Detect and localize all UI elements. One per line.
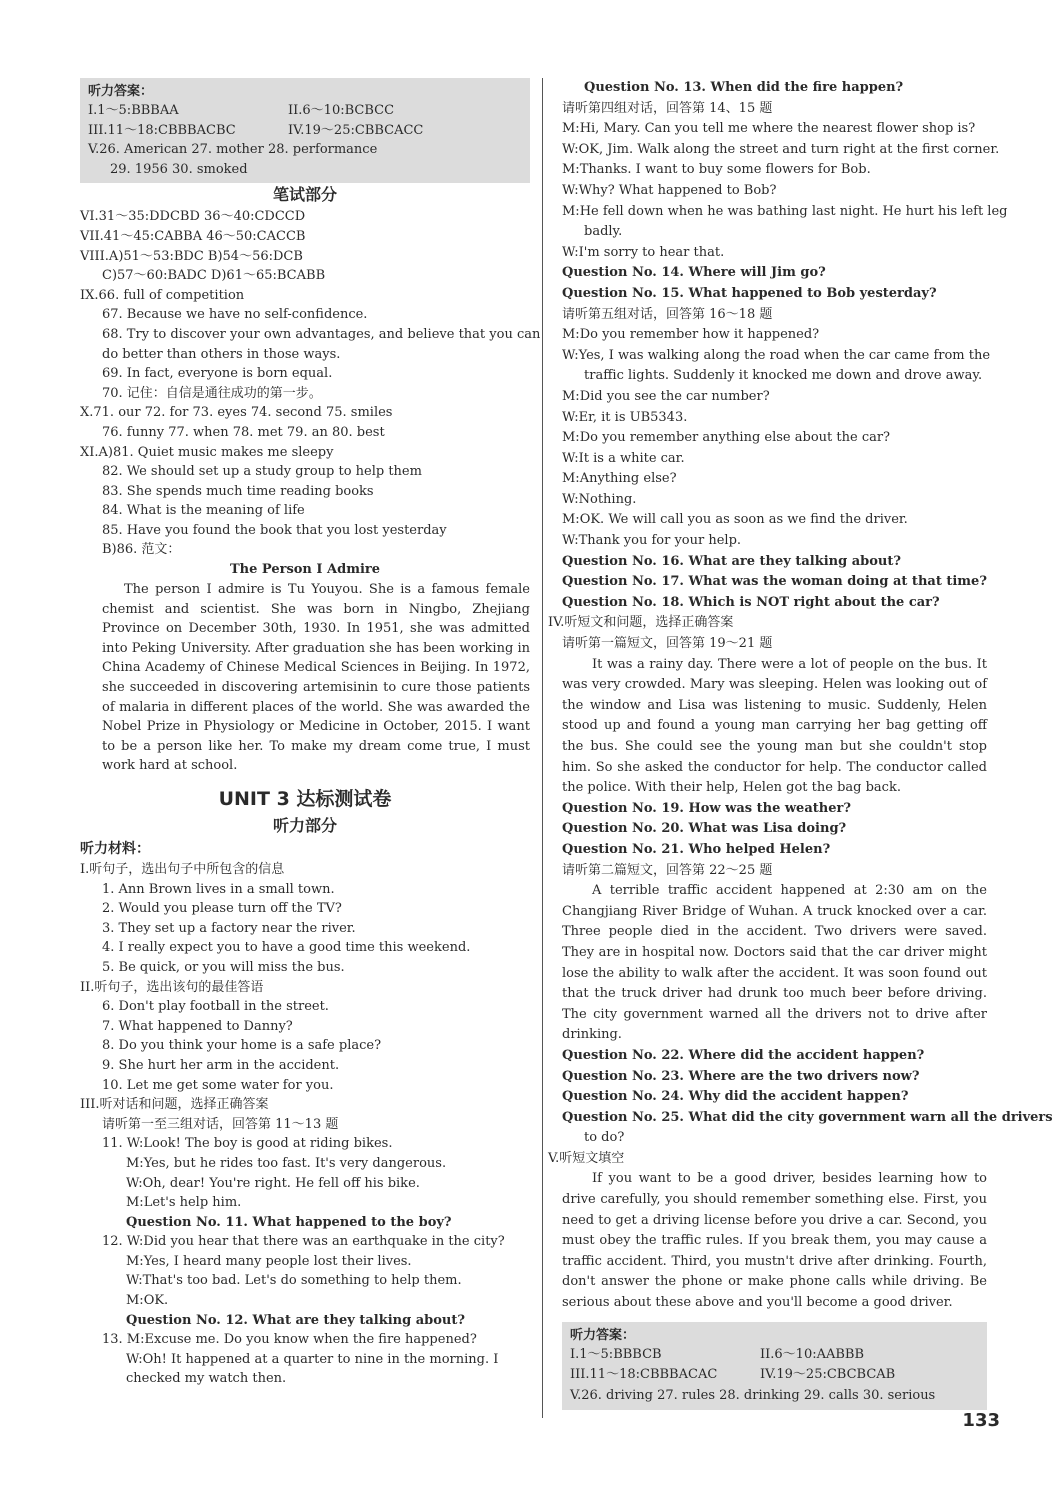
dialogue-line: 13. M:Excuse me. Do you know when the fire happened? bbox=[102, 1332, 477, 1348]
question-line: Question No. 21. Who helped Helen? bbox=[562, 841, 831, 857]
dialogue-line: M:Did you see the car number? bbox=[562, 388, 770, 404]
answer-key-row: V.26. American 27. mother 28. performance bbox=[88, 142, 378, 158]
sentence-item: 4. I really expect you to have a good time this weekend. bbox=[102, 940, 471, 956]
dialogue-line: W:Nothing. bbox=[562, 491, 637, 507]
question-line: Question No. 13. When did the fire happen? bbox=[584, 80, 904, 95]
question-line: Question No. 11. What happened to the boy? bbox=[126, 1214, 452, 1230]
passage-1: It was a rainy day. There were a lot of people on the bus. It was very crowded. Mary was sleeping. Helen was looking out of the window and Lisa was listening to music. Suddenly, Helen stood up and found a young man carrying her bag getting off the bus. She could see the young man but she couldn't stop him. So she asked the conductor for help. The conductor called the police. With their help, Helen got the bag back. bbox=[562, 656, 987, 796]
answer-line: VI.31～35:DDCBD 36～40:CDCCD bbox=[80, 209, 306, 225]
dialogue-block bbox=[548, 78, 1008, 655]
dialogue-line: W:It is a white car. bbox=[562, 450, 685, 466]
answer-key-item: II.6～10:BCBCC bbox=[288, 103, 395, 118]
dialogue-line: traffic lights. Suddenly it knocked me down and drove away. bbox=[584, 368, 983, 384]
answer-key-box-unit2 bbox=[80, 78, 530, 183]
question-line: Question No. 23. Where are the two drivers now? bbox=[562, 1068, 920, 1084]
question-line: Question No. 24. Why did the accident happen? bbox=[562, 1089, 909, 1105]
answer-line: 67. Because we have no self-confidence. bbox=[102, 307, 368, 323]
dialogue-line: W:Thank you for your help. bbox=[562, 533, 742, 549]
sentence-item: 6. Don't play football in the street. bbox=[102, 999, 329, 1015]
answer-line: 83. She spends much time reading books bbox=[102, 483, 374, 499]
sentence-item: 9. She hurt her arm in the accident. bbox=[102, 1057, 340, 1073]
question-line: Question No. 25. What did the city government warn all the drivers bbox=[562, 1109, 1053, 1125]
answer-line: 68. Try to discover your own advantages, and believe that you can bbox=[102, 326, 541, 342]
sub-instruction: 请听第二篇短文，回答第 22～25 题 bbox=[562, 862, 773, 878]
essay-title: The Person I Admire bbox=[229, 562, 381, 578]
sentence-item: 7. What happened to Danny? bbox=[102, 1018, 293, 1034]
answer-key-row bbox=[88, 121, 524, 141]
answer-key-item: III.11～18:CBBBACBC bbox=[88, 122, 236, 138]
listening-materials-heading: 听力材料： bbox=[80, 841, 150, 857]
dialogue-line: M:OK. bbox=[126, 1293, 169, 1309]
written-section-heading: 笔试部分 bbox=[272, 185, 337, 205]
dialogue-line: badly. bbox=[584, 224, 623, 240]
dialogue-line: M:He fell down when he was bathing last night. He hurt his left leg bbox=[562, 203, 1008, 219]
dialogue-line: M:Let's help him. bbox=[126, 1195, 242, 1211]
answer-line: 76. funny 77. when 78. met 79. an 80. best bbox=[102, 424, 385, 440]
sentence-item: 2. Would you please turn off the TV? bbox=[102, 901, 342, 917]
sub-instruction: 请听第四组对话，回答第 14、15 题 bbox=[562, 100, 773, 116]
answer-line: VIII.A)51～53:BDC B)54～56:DCB bbox=[80, 248, 303, 264]
answer-line: XI.A)81. Quiet music makes me sleepy bbox=[80, 444, 334, 460]
section-instruction: I.听句子，选出句子中所包含的信息 bbox=[80, 862, 285, 877]
answer-line: do better than others in those ways. bbox=[102, 346, 341, 362]
dialogue-line: M:Hi, Mary. Can you tell me where the nearest flower shop is? bbox=[562, 121, 976, 137]
left-column bbox=[80, 78, 541, 1389]
dialogue-line: M:Yes, I heard many people lost their lives. bbox=[126, 1253, 412, 1269]
question-line: Question No. 12. What are they talking about? bbox=[126, 1312, 465, 1328]
answer-key-item: II.6～10:AABBB bbox=[760, 1346, 865, 1362]
dialogue-line: W:That's too bad. Let's do something to help them. bbox=[126, 1273, 462, 1289]
listening-materials bbox=[80, 860, 530, 1389]
dialogue-line: W:OK, Jim. Walk along the street and turn right at the first corner. bbox=[562, 141, 1000, 157]
dialogue-line: W:Er, it is UB5343. bbox=[562, 409, 688, 425]
dialogue-line: M:OK. We will call you as soon as we find the driver. bbox=[562, 512, 908, 528]
question-line: Question No. 20. What was Lisa doing? bbox=[562, 821, 847, 837]
essay-body: The person I admire is Tu Youyou. She is a famous female chemist and scientist. She was born in Ningbo, Zhejiang Province on December 30th, 1930. In 1951, she was admitted into Peking University. After graduation she has been working in China Academy of Chinese Medical Sciences in Beijing. In 1972, she succeeded in discovering artemisinin to cure those patients of malaria in different places of the world. She was awarded the Nobel Prize in Physiology or Medicine in October, 2015. I want to be a person like her. To make my dream come true, I must work hard at school. bbox=[102, 582, 530, 774]
answer-line: VII.41～45:CABBA 46～50:CACCB bbox=[80, 228, 306, 244]
dialogue-line: M:Thanks. I want to buy some flowers for Bob. bbox=[562, 162, 871, 178]
sentence-item: 5. Be quick, or you will miss the bus. bbox=[102, 959, 345, 975]
answer-key-row bbox=[570, 1345, 981, 1366]
passage-2: A terrible traffic accident happened at 2:30 am on the Changjiang River Bridge of Wuhan. A truck knocked over a car. Three people died in the accident. Two drivers were saved. They are in hospital now. Doctors said that the car driver might lose the ability to walk after the accident. It was soon found out that the truck driver had drunk too much beer before driving. The city government warned all the drivers not to drive after drinking. bbox=[562, 883, 987, 1043]
answer-line: 85. Have you found the book that you lost yesterday bbox=[102, 522, 447, 538]
answer-key-row: V.26. driving 27. rules 28. drinking 29. calls 30. serious bbox=[570, 1387, 936, 1403]
page-number: 133 bbox=[962, 1410, 1000, 1431]
answer-line: X.71. our 72. for 73. eyes 74. second 75. smiles bbox=[80, 405, 393, 421]
listening-section-heading: 听力部分 bbox=[272, 816, 337, 835]
column-divider bbox=[542, 78, 543, 1418]
question-line: Question No. 14. Where will Jim go? bbox=[562, 265, 826, 281]
answer-key-row bbox=[570, 1365, 981, 1386]
section-instruction: IV.听短文和问题，选择正确答案 bbox=[548, 615, 734, 631]
sub-instruction: 请听第五组对话，回答第 16～18 题 bbox=[562, 306, 773, 322]
answer-key-box-unit3 bbox=[562, 1322, 987, 1411]
unit-title: UNIT 3 达标测试卷 bbox=[218, 788, 392, 810]
dialogue-line: M:Yes, but he rides too fast. It's very dangerous. bbox=[126, 1155, 447, 1171]
answer-line: IX.66. full of competition bbox=[80, 287, 245, 303]
sentence-item: 10. Let me get some water for you. bbox=[102, 1077, 334, 1093]
answer-key-item: III.11～18:CBBBACAC bbox=[570, 1367, 718, 1383]
question-line-cont: to do? bbox=[584, 1130, 625, 1146]
dialogue-line: W:Oh, dear! You're right. He fell off his bike. bbox=[126, 1175, 420, 1191]
dialogue-line: 11. W:Look! The boy is good at riding bikes. bbox=[102, 1136, 393, 1152]
question-line: Question No. 22. Where did the accident happen? bbox=[562, 1047, 925, 1063]
dialogue-line: W:Yes, I was walking along the road when the car came from the bbox=[562, 347, 991, 363]
passage-3: If you want to be a good driver, besides learning how to drive carefully, you should remember something else. First, you need to get a driving license before you drive a car. Second, you must obey the traffic rules. If you break them, you may cause a traffic accident. Third, you mustn't drive after drinking. Fourth, don't answer the phone or make phone calls while driving. Be serious about these above and you'll become a good driver. bbox=[562, 1171, 987, 1311]
question-line: Question No. 18. Which is NOT right about the car? bbox=[562, 594, 940, 610]
answer-line: C)57～60:BADC D)61～65:BCABB bbox=[102, 268, 326, 284]
answer-line: 82. We should set up a study group to help them bbox=[102, 464, 422, 480]
section-instruction: V.听短文填空 bbox=[548, 1150, 625, 1166]
question-line: Question No. 16. What are they talking about? bbox=[562, 553, 901, 569]
answer-key-row: 29. 1956 30. smoked bbox=[110, 161, 248, 177]
dialogue-line: 12. W:Did you hear that there was an earthquake in the city? bbox=[102, 1234, 505, 1250]
answer-key-title: 听力答案： bbox=[88, 84, 154, 99]
section-instruction: II.听句子，选出该句的最佳答语 bbox=[80, 979, 264, 995]
answer-line: 70. 记住：自信是通往成功的第一步。 bbox=[102, 385, 322, 401]
dialogue-line: M:Do you remember how it happened? bbox=[562, 327, 820, 343]
answer-key-item: I.1～5:BBBCB bbox=[570, 1346, 662, 1362]
answer-key-item: I.1～5:BBBAA bbox=[88, 103, 179, 118]
answer-key-title: 听力答案： bbox=[570, 1327, 636, 1343]
question-line: Question No. 15. What happened to Bob yesterday? bbox=[562, 285, 937, 301]
sentence-item: 3. They set up a factory near the river. bbox=[102, 920, 356, 936]
question-line: Question No. 19. How was the weather? bbox=[562, 800, 851, 816]
dialogue-line: W:Why? What happened to Bob? bbox=[562, 182, 777, 198]
section-instruction: III.听对话和问题，选择正确答案 bbox=[80, 1097, 269, 1113]
dialogue-line: W:I'm sorry to hear that. bbox=[562, 244, 725, 260]
sub-instruction: 请听第一至三组对话，回答第 11～13 题 bbox=[102, 1116, 339, 1132]
answer-key-item: IV.19～25:CBCBCAB bbox=[760, 1367, 896, 1383]
sentence-item: 8. Do you think your home is a safe place? bbox=[102, 1038, 382, 1054]
written-answers bbox=[80, 207, 541, 560]
sentence-item: 1. Ann Brown lives in a small town. bbox=[102, 881, 335, 897]
dialogue-line: checked my watch then. bbox=[126, 1371, 287, 1387]
dialogue-line: W:Oh! It happened at a quarter to nine in the morning. I bbox=[126, 1351, 499, 1367]
answer-line: 69. In fact, everyone is born equal. bbox=[102, 366, 333, 382]
dialogue-line: M:Anything else? bbox=[562, 471, 677, 487]
answer-key-row bbox=[88, 101, 524, 121]
sub-instruction: 请听第一篇短文，回答第 19～21 题 bbox=[562, 636, 773, 652]
question-line: Question No. 17. What was the woman doing at that time? bbox=[562, 574, 987, 590]
answer-line: 84. What is the meaning of life bbox=[102, 503, 305, 519]
answer-key-item: IV.19～25:CBBCACC bbox=[288, 122, 424, 138]
dialogue-line: M:Do you remember anything else about the car? bbox=[562, 430, 891, 446]
right-column bbox=[548, 78, 1053, 1410]
answer-line: B)86. 范文： bbox=[102, 542, 181, 558]
